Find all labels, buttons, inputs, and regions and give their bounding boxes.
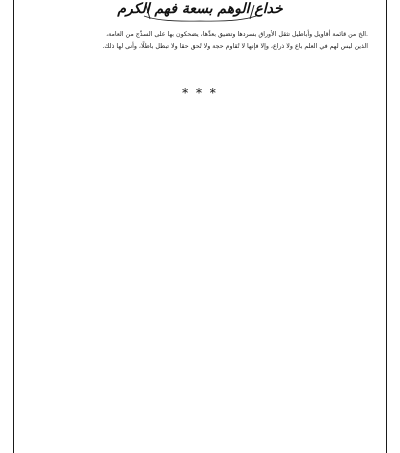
calligraphy-header xyxy=(100,0,300,24)
paragraph-line: الذين ليس لهم في العلم باع ولا ذراع، وإلا فإنها لا تُقاوم حجة ولا تُحق حقا ولا تبطل باطلًا، وأنى لها ذلك. xyxy=(102,42,368,50)
section-separator: * * * xyxy=(182,86,218,100)
body-paragraph xyxy=(34,29,368,52)
page-border-right xyxy=(386,0,387,453)
page-border-left xyxy=(13,0,14,453)
paragraph-line: .الخ من قائمة أقاويل وأباطيل تثقل الأوراق بسردها وتضيق بعدِّها، يضحكون بها على السذّج من العامة، xyxy=(106,31,368,38)
header-title: خداع الوهم بسعة فهم الكرم xyxy=(117,1,283,17)
